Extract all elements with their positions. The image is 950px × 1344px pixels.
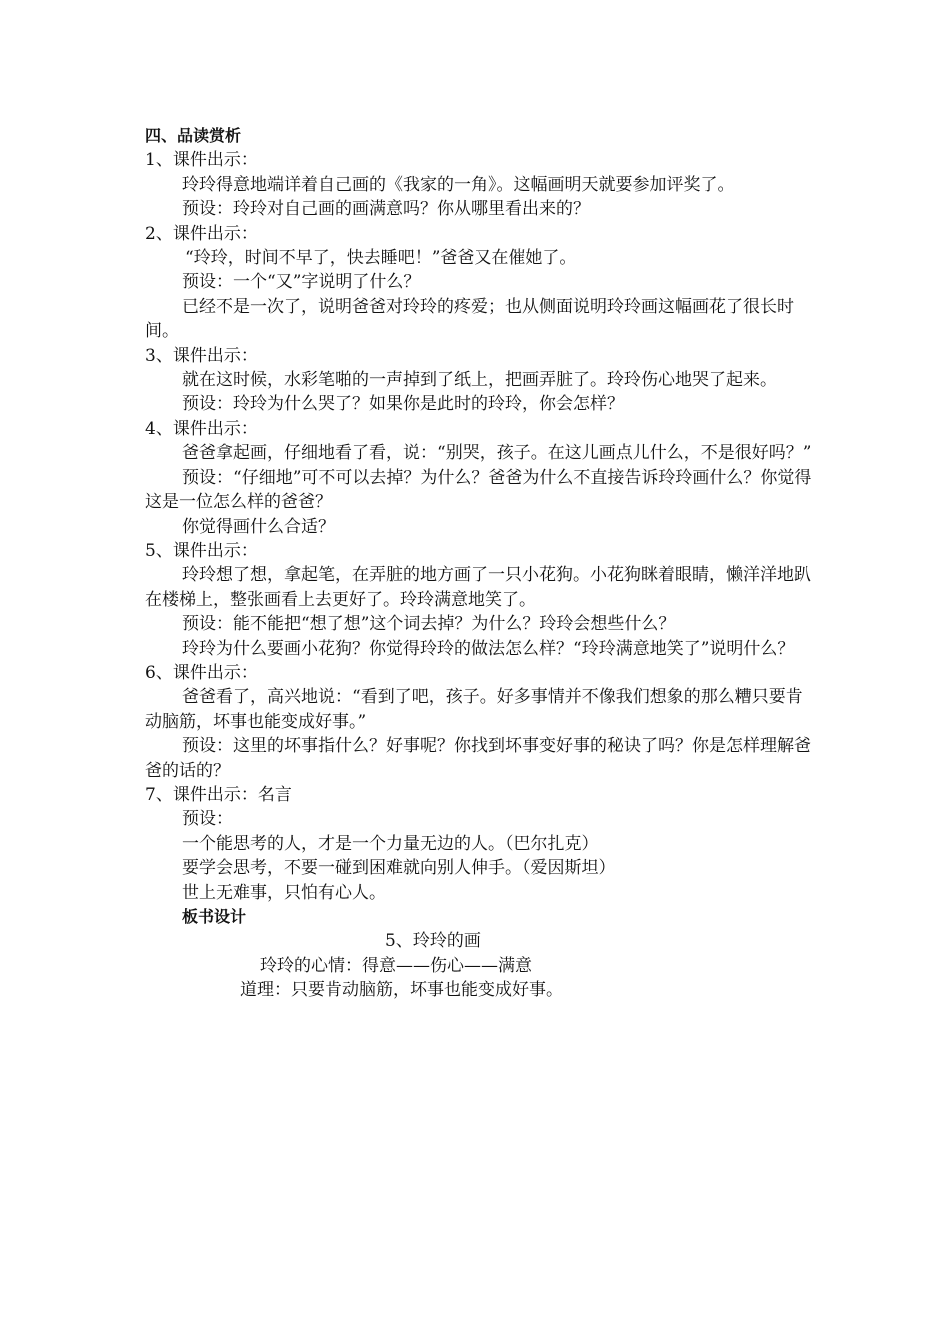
- quote-line: 世上无难事，只怕有心人。: [182, 882, 386, 903]
- item-heading: 6、课件出示：: [145, 662, 258, 683]
- item-heading: 1、课件出示：: [145, 150, 258, 171]
- quote-line: 要学会思考，不要一碰到困难就向别人伸手。（爱因斯坦）: [182, 858, 616, 879]
- preset-question: 预设：玲玲对自己画的画满意吗？你从哪里看出来的？: [182, 199, 590, 220]
- board-reason: 道理：只要肯动脑筋，坏事也能变成好事。: [240, 980, 563, 1001]
- board-mood: 玲玲的心情：得意——伤心——满意: [260, 955, 532, 976]
- section-title: 四、品读赏析: [145, 126, 242, 145]
- item-heading: 2、课件出示：: [145, 223, 258, 244]
- preset-question: 预设：“仔细地”可不可以去掉？为什么？爸爸为什么不直接告诉玲玲画什么？你觉得这是一位怎么样的爸爸？: [145, 467, 812, 513]
- courseware-text: 玲玲得意地端详着自己画的《我家的一角》。这幅画明天就要参加评奖了。: [182, 174, 735, 195]
- courseware-text: 就在这时候，水彩笔啪的一声掉到了纸上，把画弄脏了。玲玲伤心地哭了起来。: [182, 370, 777, 391]
- preset-question: 预设：这里的坏事指什么？好事呢？你找到坏事变好事的秘诀了吗？你是怎样理解爸爸的话的？: [145, 736, 811, 781]
- preset-question: 预设：玲玲为什么哭了？如果你是此时的玲玲，你会怎样？: [182, 394, 624, 415]
- document-page: [145, 124, 815, 1003]
- preset-question: 预设：能不能把“想了想”这个词去掉？为什么？玲玲会想些什么？: [182, 614, 676, 635]
- courseware-text: 爸爸拿起画，仔细地看了看，说：“别哭，孩子。在这儿画点儿什么，不是很好吗？”: [182, 443, 812, 464]
- courseware-text: “玲玲，时间不早了，快去睡吧！”爸爸又在催她了。: [185, 248, 577, 269]
- explanation-text: 已经不是一次了，说明爸爸对玲玲的疼爱；也从侧面说明玲玲画这幅画花了很长时间。: [145, 296, 794, 342]
- board-title: 5、玲玲的画: [385, 931, 481, 952]
- courseware-text: 爸爸看了，高兴地说：“看到了吧，孩子。好多事情并不像我们想象的那么糟只要肯动脑筋，坏事也能变成好事。”: [145, 687, 803, 732]
- board-heading: 板书设计: [182, 907, 247, 926]
- item-heading: 7、课件出示：名言: [145, 784, 292, 805]
- item-heading: 4、课件出示：: [145, 418, 258, 439]
- preset-label: 预设：: [182, 809, 233, 830]
- preset-question: 预设：一个“又”字说明了什么？: [182, 272, 421, 293]
- courseware-text: 玲玲想了想，拿起笔，在弄脏的地方画了一只小花狗。小花狗眯着眼睛，懒洋洋地趴在楼梯上，整张画看上去更好了。玲玲满意地笑了。: [145, 565, 811, 610]
- item-heading: 3、课件出示：: [145, 345, 258, 366]
- preset-question: 你觉得画什么合适？: [182, 516, 335, 537]
- preset-question: 玲玲为什么要画小花狗？你觉得玲玲的做法怎么样？“玲玲满意地笑了”说明什么？: [182, 638, 795, 659]
- quote-line: 一个能思考的人，才是一个力量无边的人。（巴尔扎克）: [182, 833, 599, 854]
- item-heading: 5、课件出示：: [145, 540, 258, 561]
